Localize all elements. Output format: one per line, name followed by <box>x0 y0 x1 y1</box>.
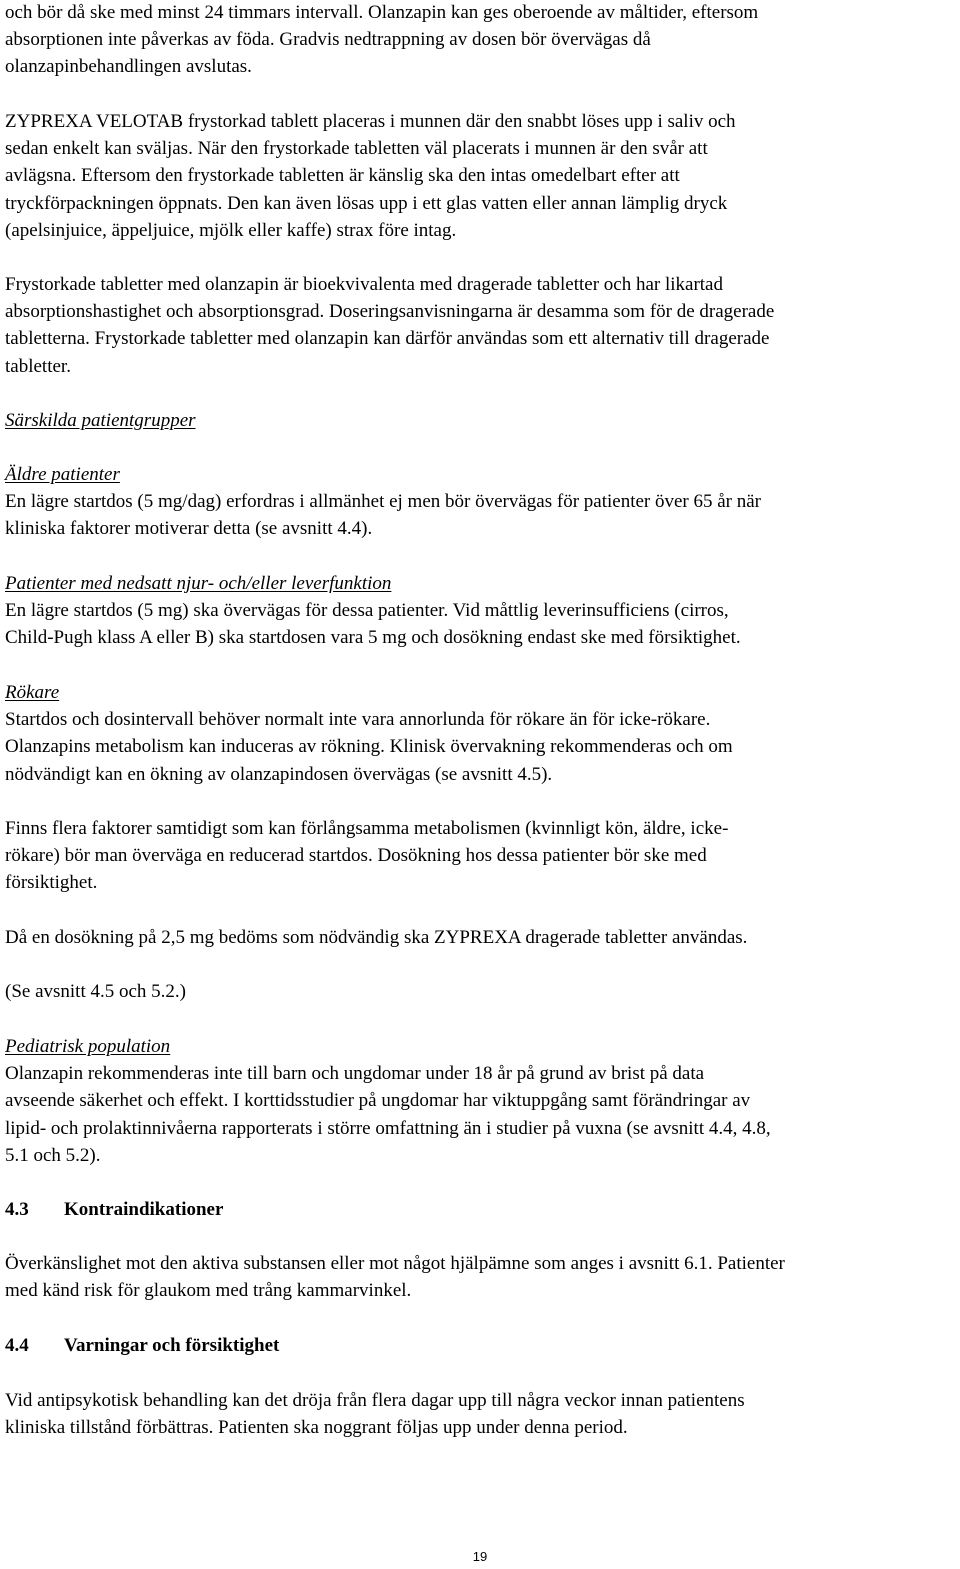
renal-heading: Patienter med nedsatt njur- och/eller leverfunktion <box>5 573 392 594</box>
text-line: En lägre startdos (5 mg) ska övervägas för dessa patienter. Vid måttlig leverinsufficiens (cirros, <box>5 600 729 622</box>
paragraph-warnings <box>5 1387 955 1441</box>
paragraph-multiple-factors <box>5 815 955 897</box>
text-line: avseende säkerhet och effekt. I korttidsstudier på ungdomar har viktuppgång samt förändringar av <box>5 1090 751 1112</box>
section-renal-hepatic <box>5 570 955 652</box>
text-line: Olanzapins metabolism kan induceras av rökning. Klinisk övervakning rekommenderas och om <box>5 736 733 758</box>
text-line: nödvändigt kan en ökning av olanzapindosen övervägas (se avsnitt 4.5). <box>5 763 553 785</box>
text-line: absorptionshastighet och absorptionsgrad. Doseringsanvisningarna är desamma som för de dragerade <box>5 301 775 323</box>
text-line: Olanzapin rekommenderas inte till barn och ungdomar under 18 år på grund av brist på data <box>5 1063 705 1085</box>
text-line: kliniska faktorer motiverar detta (se avsnitt 4.4). <box>5 518 373 540</box>
text-line: avlägsna. Eftersom den frystorkade tabletten är känslig ska den intas omedelbart efter att <box>5 165 680 187</box>
section-title: Kontraindikationer <box>64 1199 224 1220</box>
text-line: lipid- och prolaktinnivåerna rapporterats i större omfattning än i studier på vuxna (se avsnitt 4.4, 4.8, <box>5 1117 771 1139</box>
page-number: 19 <box>472 1549 488 1564</box>
text-line: Frystorkade tabletter med olanzapin är bioekvivalenta med dragerade tabletter och har likartad <box>5 274 723 295</box>
section-title: Varningar och försiktighet <box>64 1335 280 1356</box>
text-line: En lägre startdos (5 mg/dag) erfordras i allmänhet ej men bör övervägas för patienter över 65 år när <box>5 491 762 513</box>
text-line: (Se avsnitt 4.5 och 5.2.) <box>5 981 187 1002</box>
paragraph-dose-increase <box>5 924 955 951</box>
text-line: tabletterna. Frystorkade tabletter med olanzapin kan därför användas som ett alternativ till dragerade <box>5 328 770 350</box>
text-line: rökare) bör man överväga en reducerad startdos. Dosökning hos dessa patienter bör ske med <box>5 845 707 867</box>
text-line: och bör då ske med minst 24 timmars intervall. Olanzapin kan ges oberoende av måltider, eftersom <box>5 2 759 23</box>
pediatric-heading: Pediatrisk population <box>5 1036 171 1057</box>
text-line: (apelsinjuice, äppeljuice, mjölk eller kaffe) strax före intag. <box>5 219 457 241</box>
section-number: 4.3 <box>5 1199 29 1220</box>
text-line: med känd risk för glaukom med trång kammarvinkel. <box>5 1280 412 1302</box>
section-heading-4-3 <box>5 1196 223 1223</box>
text-line: ZYPREXA VELOTAB frystorkad tablett placeras i munnen där den snabbt löses upp i saliv och <box>5 111 736 132</box>
text-line: absorptionen inte påverkas av föda. Gradvis nedtrappning av dosen bör övervägas då <box>5 29 651 51</box>
elderly-heading: Äldre patienter <box>5 464 120 485</box>
text-line: olanzapinbehandlingen avslutas. <box>5 56 252 78</box>
paragraph-contraindications <box>5 1250 955 1304</box>
section-elderly <box>5 461 955 543</box>
text-line: försiktighet. <box>5 872 98 894</box>
paragraph-dosing-interval <box>5 0 955 81</box>
smokers-heading: Rökare <box>5 682 60 703</box>
text-line: 5.1 och 5.2). <box>5 1144 101 1166</box>
text-line: Startdos och dosintervall behöver normalt inte vara annorlunda för rökare än för icke-rökare. <box>5 709 711 731</box>
text-line: Finns flera faktorer samtidigt som kan förlångsamma metabolismen (kvinnligt kön, äldre, icke- <box>5 818 729 839</box>
text-line: Överkänslighet mot den aktiva substansen eller mot något hjälpämne som anges i avsnitt 6.1. Patienter <box>5 1253 785 1274</box>
text-line: kliniska tillstånd förbättras. Patienten ska noggrant följas upp under denna period. <box>5 1417 628 1439</box>
text-line: Då en dosökning på 2,5 mg bedöms som nödvändig ska ZYPREXA dragerade tabletter användas. <box>5 927 748 948</box>
section-number: 4.4 <box>5 1335 29 1356</box>
subheading-text: Särskilda patientgrupper <box>5 410 196 431</box>
paragraph-see-sections <box>5 978 955 1005</box>
paragraph-velotab <box>5 108 955 244</box>
paragraph-bioequivalence <box>5 271 955 380</box>
section-smokers <box>5 679 955 788</box>
special-groups-heading <box>5 407 955 434</box>
text-line: tabletter. <box>5 355 71 377</box>
section-heading-4-4 <box>5 1332 279 1359</box>
text-line: Child-Pugh klass A eller B) ska startdosen vara 5 mg och dosökning endast ske med försiktighet. <box>5 627 741 649</box>
section-pediatric <box>5 1033 955 1169</box>
text-line: sedan enkelt kan sväljas. När den frystorkade tabletten väl placerats i munnen är den svår att <box>5 138 708 160</box>
text-line: Vid antipsykotisk behandling kan det dröja från flera dagar upp till några veckor innan patientens <box>5 1390 745 1411</box>
text-line: tryckförpackningen öppnats. Den kan även lösas upp i ett glas vatten eller annan lämplig dryck <box>5 192 728 214</box>
